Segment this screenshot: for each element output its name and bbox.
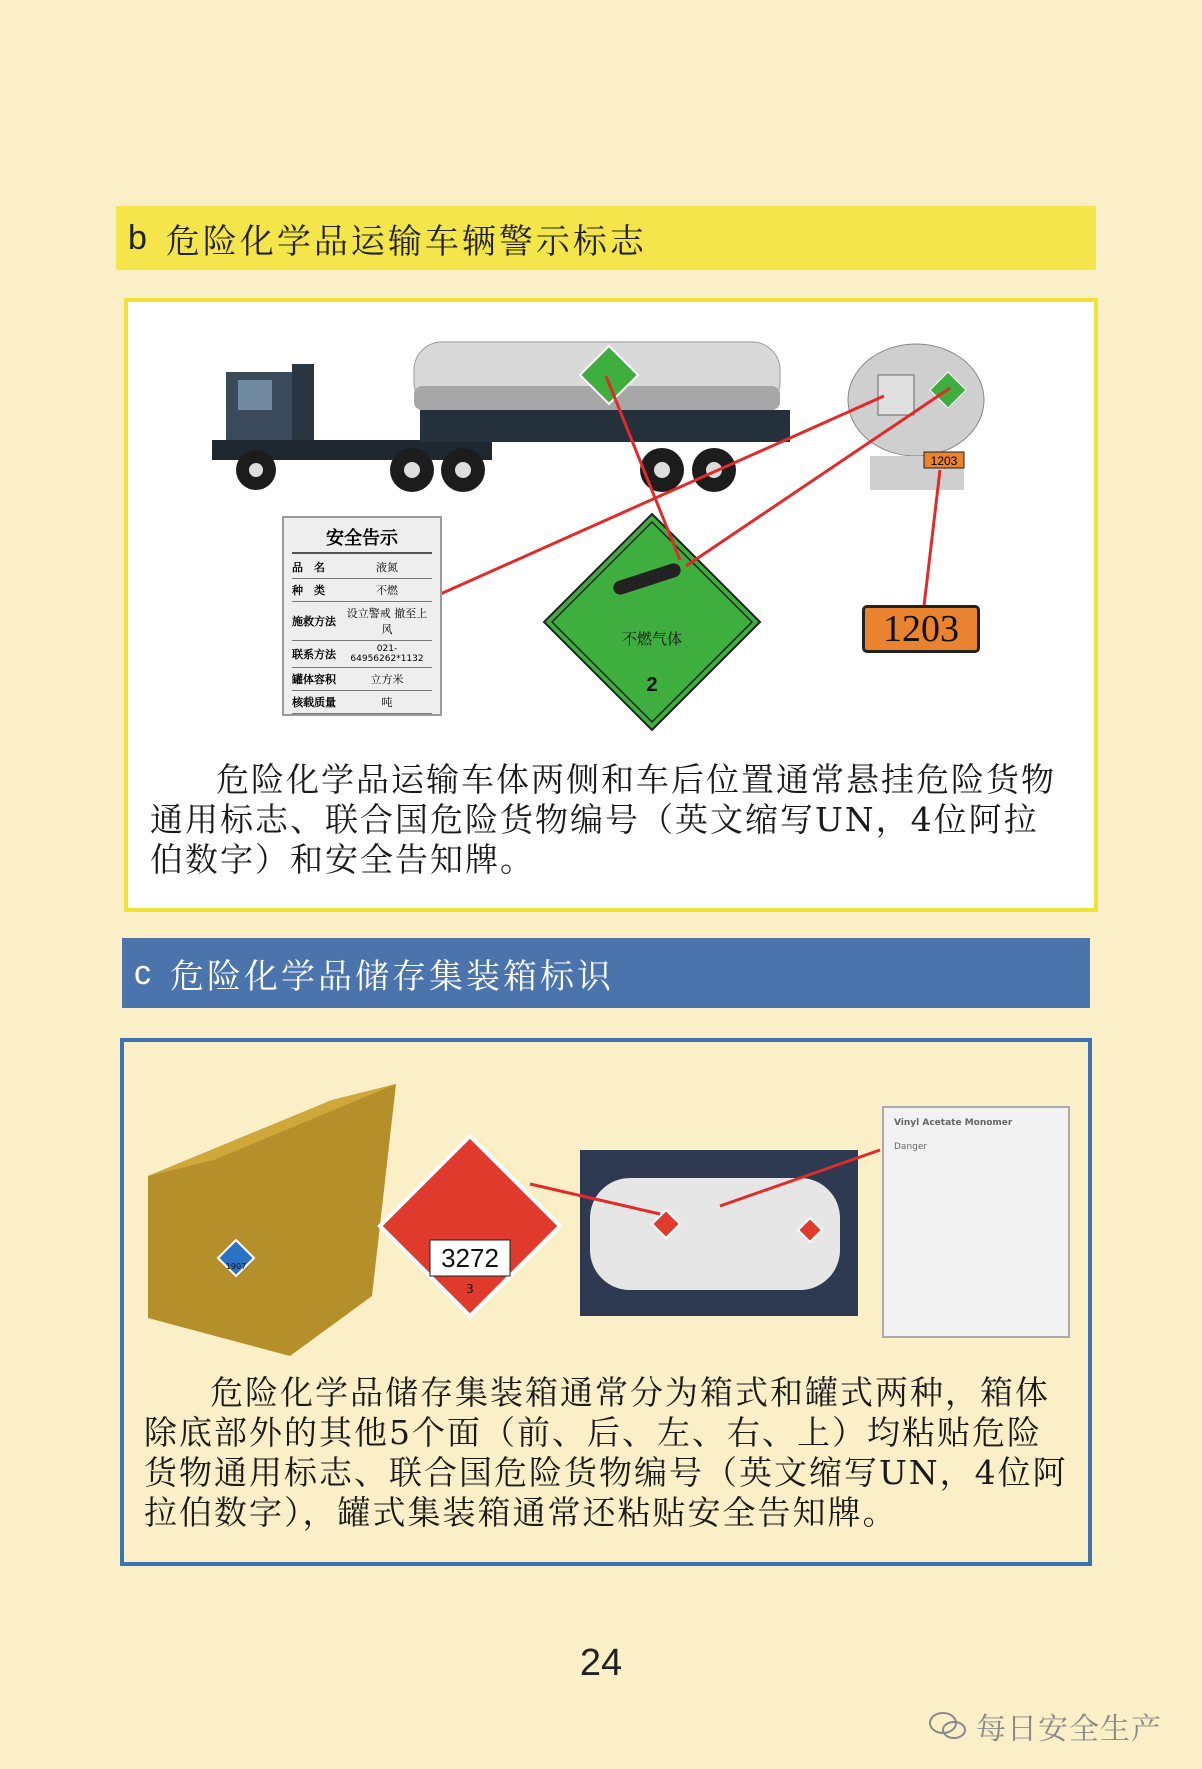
section-b-title: 危险化学品运输车辆警示标志 <box>165 221 647 262</box>
section-b-letter: b <box>128 218 150 257</box>
watermark-text: 每日安全生产 <box>976 1712 1162 1747</box>
container-label-number: 1907 <box>225 1262 247 1271</box>
tank-rear-view <box>848 344 984 490</box>
watermark <box>928 1704 1162 1748</box>
table-row: 品 名 液氮 <box>292 556 432 579</box>
label-sheet-signal: Danger <box>894 1142 928 1152</box>
page-number: 24 <box>579 1642 623 1684</box>
table-row: 联系方法 021-64956262*1132 <box>292 641 432 668</box>
safety-sign-title: 安全告示 <box>292 524 432 554</box>
safety-sign-table <box>292 556 432 714</box>
safety-label-sheet <box>882 1106 1070 1338</box>
un-number-plate: 1203 <box>862 605 980 653</box>
table-row: 种 类 不燃 <box>292 579 432 602</box>
table-row: 施救方法 设立警戒 撤至上风 <box>292 602 432 641</box>
table-row: 罐体容积 立方米 <box>292 668 432 691</box>
table-row: 核载质量 吨 <box>292 691 432 714</box>
diamond-class: 2 <box>646 674 658 696</box>
flammable-un-number: 3272 <box>441 1243 499 1273</box>
section-c-paragraph: 危险化学品储存集装箱通常分为箱式和罐式两种，箱体除底部外的其他5个面（前、后、左、右、上）均粘贴危险货物通用标志、联合国危险货物编号（英文缩写UN，4位阿拉伯数字），罐式集装箱通常还粘贴安全告知牌。 <box>144 1373 1068 1532</box>
flammable-class: 3 <box>466 1282 474 1296</box>
rear-un-small: 1203 <box>930 454 958 468</box>
safety-notice-sign <box>282 516 442 716</box>
diamond-text: 不燃气体 <box>621 630 682 648</box>
label-sheet-title: Vinyl Acetate Monomer <box>894 1118 1013 1128</box>
section-b-paragraph: 危险化学品运输车体两侧和车后位置通常悬挂危险货物通用标志、联合国危险货物编号（英文缩写UN，4位阿拉伯数字）和安全告知牌。 <box>150 760 1056 879</box>
section-c-letter: c <box>134 953 154 992</box>
nonflammable-gas-diamond <box>544 514 760 730</box>
section-c-header <box>122 938 1090 1008</box>
section-c-title: 危险化学品储存集装箱标识 <box>170 956 614 997</box>
wechat-icon <box>928 1710 968 1742</box>
